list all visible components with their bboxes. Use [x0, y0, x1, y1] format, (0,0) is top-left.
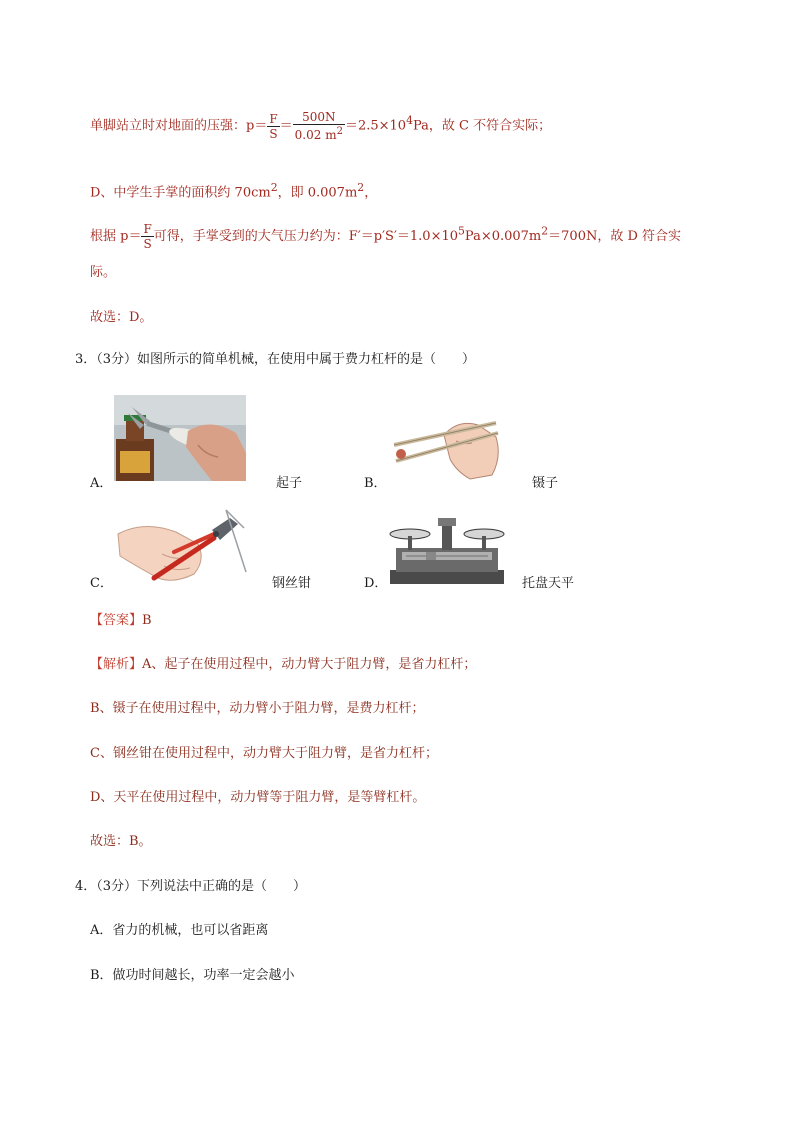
answer-tag: 【答案】 — [90, 613, 143, 628]
analysis-tag: 【解析】 — [90, 657, 143, 672]
option-a-letter: A． — [90, 476, 113, 491]
prev-conclusion: 故选：D。 — [90, 310, 153, 325]
pliers-image — [114, 508, 248, 588]
q3-analysis-d: D、天平在使用过程中，动力臂等于阻力臂，是等臂杠杆。 — [90, 790, 426, 805]
bottle-opener-image — [114, 395, 246, 481]
q3-conclusion: 故选：B。 — [90, 834, 152, 849]
q3-analysis-b: B、镊子在使用过程中，动力臂小于阻力臂，是费力杠杆； — [90, 701, 425, 716]
option-c-letter: C． — [90, 576, 113, 591]
q3-analysis-c: C、钢丝钳在使用过程中，动力臂大于阻力臂，是省力杠杆； — [90, 746, 438, 761]
option-d-caption: 托盘天平 — [522, 576, 575, 591]
fraction-f-over-s-2: $\frac{F}{S}$ — [143, 222, 152, 251]
q4-option-b: B．做功时间越长，功率一定会越小 — [90, 968, 295, 983]
q3-stem: 3．（3分）如图所示的简单机械，在使用中属于费力杠杆的是（ ） — [75, 352, 476, 367]
q4-stem: 4．（3分）下列说法中正确的是（ ） — [75, 879, 307, 894]
q3-analysis-a: 【解析】A、起子在使用过程中，动力臂大于阻力臂，是省力杠杆； — [90, 657, 477, 672]
fraction-value: $\frac{500N}{0.02 m^2}$ — [294, 110, 343, 142]
force-line: 根据 p＝ $\frac{F}{S}$ 可得，手掌受到的大气压力约为：$F'=p'S'=1.0\times 10^5Pa\times 0.007m^2=700N$，故 D 符合实 — [90, 222, 682, 251]
answer-value: B — [142, 613, 152, 628]
option-c-caption: 钢丝钳 — [272, 576, 312, 591]
tweezers-image — [392, 415, 502, 481]
option-b-letter: B． — [364, 476, 387, 491]
option-d-letter: D． — [364, 576, 388, 591]
option-a-caption: 起子 — [276, 476, 303, 491]
force-line-end: 际。 — [90, 265, 117, 280]
q3-answer — [90, 613, 152, 629]
fraction-f-over-s: $\frac{F}{S}$ — [269, 111, 278, 141]
option-b-caption: 镊子 — [532, 476, 559, 491]
pressure-line: 单脚站立时对地面的压强：p＝ $\frac{F}{S}$ ＝ $\frac{500N}{0.02 m^2}$ $=2.5\times 10^4Pa$，故 C 不符合实际； — [90, 110, 552, 142]
palm-area-line: D、中学生手掌的面积约 $70cm^2$，即 $0.007m^2$， — [90, 181, 378, 201]
balance-image — [386, 512, 508, 588]
q4-option-a: A．省力的机械，也可以省距离 — [90, 923, 269, 938]
